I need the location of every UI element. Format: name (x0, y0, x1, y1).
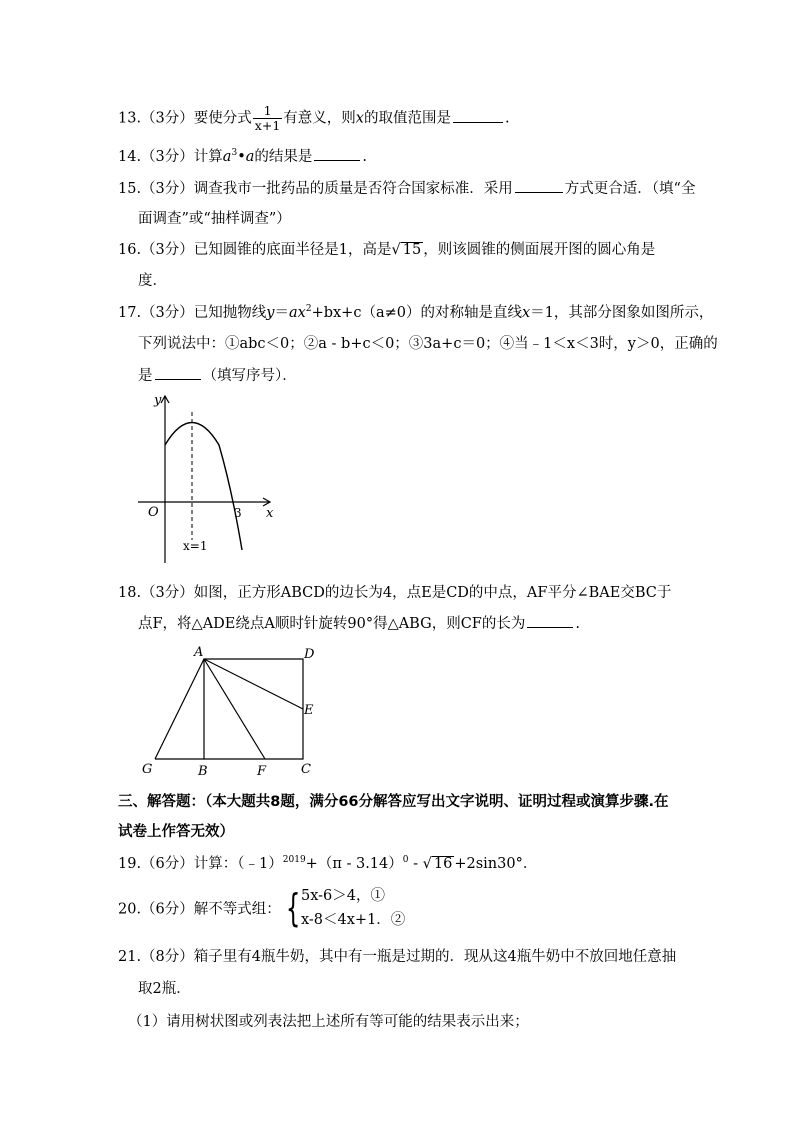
x-label: x (266, 506, 274, 521)
answer-blank (453, 121, 503, 123)
symmetry-label: x=1 (183, 539, 208, 553)
point-f-label: F (257, 764, 267, 779)
answer-blank (314, 159, 360, 161)
fraction: $\frac{1}{x+1}$ (254, 103, 281, 133)
origin-label: O (148, 505, 159, 520)
question-17-cont2: 是 （填写序号）． (138, 368, 297, 384)
section-3-heading: 三、解答题：（本大题共8题，满分66分解答应写出文字说明、证明过程或演算步骤.在 (118, 794, 669, 810)
point-b-label: B (198, 764, 208, 779)
answer-blank (515, 191, 563, 193)
answer-blank (155, 378, 201, 380)
question-16: 16.（3分）已知圆锥的底面半径是1，高是√ 15 ，则该圆锥的侧面展开图的圆心角是 (118, 242, 656, 258)
question-18-cont: 点F，将△ADE绕点A顺时针旋转90°得△ABG，则CF的长为 . (138, 616, 580, 632)
parabola-graph (130, 390, 290, 570)
inequality-system: 5x-6＞4，① x-8＜4x+1．② (300, 888, 406, 928)
question-21-part-1: （1）请用树状图或列表法把上述所有等可能的结果表示出来； (128, 1014, 529, 1030)
brace: { (285, 886, 301, 930)
question-17-cont: 下列说法中：①abc＜0；②a - b+c＜0；③3a+c＝0；④当﹣1＜x＜3时，y＞0，正确的 (138, 336, 718, 352)
sqrt-sign: √ (422, 856, 432, 872)
question-17: 17.（3分）已知抛物线$y=ax^2+bx+c(a\ne 0)$的对称轴是直线x＝1，其部分图象如图所示， (118, 304, 714, 321)
segment-ag (155, 659, 204, 759)
point-e-label: E (304, 703, 314, 718)
square-abcd (204, 659, 303, 759)
sqrt-sign: √ (391, 242, 401, 258)
question-21: 21.（8分）箱子里有4瓶牛奶，其中有一瓶是过期的．现从这4瓶牛奶中不放回地任意抽 (118, 949, 677, 965)
question-18: 18.（3分）如图，正方形ABCD的边长为4，点E是CD的中点，AF平分∠BAE交BC于 (118, 585, 672, 601)
question-14: 14.（3分）计算$a^3•a$的结果是 . (118, 148, 368, 165)
question-13: 13.（3分）要使分式 $\frac{1}{x+1}$ 有意义，则x的取值范围是 . (118, 103, 510, 133)
point-g-label: G (142, 762, 153, 777)
point-c-label: C (301, 762, 311, 777)
question-20: 20.（6分）解不等式组： { 5x-6＞4，① x-8＜4x+1．② (118, 886, 406, 930)
question-19: 19.（6分）计算：（﹣1）$^{2019}$+（π - 3.14）$^0$ - √ 16 +2sin30°． (118, 855, 538, 872)
tick-3-label: 3 (234, 506, 242, 520)
y-label: y (154, 393, 162, 408)
question-15: 15.（3分）调查我市一批药品的质量是否符合国家标准．采用 方式更合适．（填“全 (118, 181, 696, 197)
question-16-cont: 度． (138, 273, 167, 289)
square-figure (135, 642, 325, 780)
point-a-label: A (194, 645, 204, 660)
parabola-curve (165, 423, 242, 551)
point-d-label: D (304, 647, 315, 662)
answer-blank (527, 626, 573, 628)
question-15-cont: 面调查”或“抽样调查”） (138, 211, 291, 227)
question-21-cont: 取2瓶． (138, 981, 191, 997)
section-3-heading-cont: 试卷上作答无效） (118, 824, 234, 840)
